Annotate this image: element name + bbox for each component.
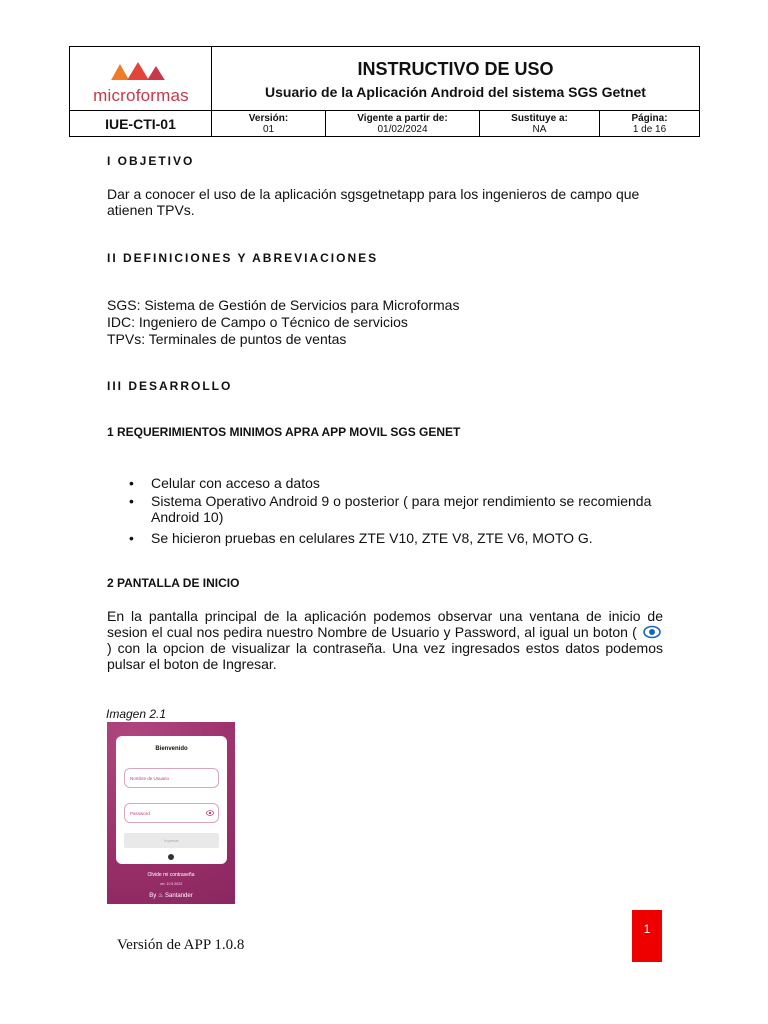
version-value: 01 — [262, 124, 275, 135]
list-item-text: Celular con acceso a datos — [151, 475, 320, 491]
definition-tpvs: TPVs: Terminales de puntos de ventas — [107, 331, 347, 347]
pantalla-inicio-paragraph — [107, 608, 663, 672]
objetivo-paragraph: Dar a conocer el uso de la aplicación sgsgetnetapp para los ingenieros de campo que atienen TPVs. — [107, 186, 640, 218]
figure-caption: Imagen 2.1 — [106, 707, 167, 721]
help-icon — [168, 854, 174, 860]
brand-line: By ♨ Santander — [149, 893, 193, 899]
forgot-password-link: Olvide mi contraseña — [147, 872, 195, 878]
vigente-value: 01/02/2024 — [377, 124, 428, 135]
document-code: IUE-CTI-01 — [70, 111, 212, 136]
vigente-label: Vigente a partir de: — [357, 113, 448, 124]
sustituye-value: NA — [532, 124, 547, 135]
pagina-label: Página: — [631, 113, 668, 124]
list-item — [127, 493, 663, 525]
login-card — [116, 736, 227, 864]
document-title: INSTRUCTIVO DE USO — [357, 59, 554, 79]
document-subtitle: Usuario de la Aplicación Android del sistema SGS Getnet — [265, 84, 646, 100]
app-version-footer: Versión de APP 1.0.8 — [117, 937, 245, 953]
section-definiciones-title: II DEFINICIONES Y ABREVIACIONES — [107, 251, 379, 265]
list-item-text: Sistema Operativo Android 9 o posterior ( para mejor rendimiento se recomienda Android 10) — [151, 493, 652, 525]
eye-icon — [643, 625, 661, 639]
bullet-icon: • — [129, 475, 134, 491]
title-cell — [212, 47, 699, 111]
username-field: Nombre de Usuario — [124, 768, 219, 788]
eye-icon — [206, 810, 214, 816]
pantalla-inicio-title: 2 PANTALLA DE INICIO — [107, 576, 240, 590]
section-objetivo-title: I OBJETIVO — [107, 154, 195, 168]
vigente-cell — [326, 111, 480, 136]
requerimientos-title: 1 REQUERIMIENTOS MINIMOS APRA APP MOVIL SGS GENET — [107, 425, 461, 439]
login-card-title: Bienvenido — [155, 746, 188, 752]
sustituye-label: Sustituye a: — [511, 113, 568, 124]
pagina-value: 1 de 16 — [632, 124, 667, 135]
logo-cell — [70, 47, 212, 111]
definition-sgs: SGS: Sistema de Gestión de Servicios para Microformas — [107, 297, 460, 313]
version-label: Versión: — [248, 113, 289, 124]
pagina-cell — [600, 111, 699, 136]
page-number-badge: 1 — [632, 910, 662, 962]
list-item-text: Se hicieron pruebas en celulares ZTE V10, ZTE V8, ZTE V6, MOTO G. — [151, 530, 593, 546]
version-cell — [212, 111, 326, 136]
ingresar-button: Ingresar — [124, 833, 219, 848]
password-field — [124, 803, 219, 823]
app-login-screenshot — [107, 722, 235, 904]
bullet-icon: • — [129, 493, 134, 509]
bullet-icon: • — [129, 530, 134, 546]
definition-idc: IDC: Ingeniero de Campo o Técnico de servicios — [107, 314, 408, 330]
section-desarrollo-title: III DESARROLLO — [107, 379, 233, 393]
list-item — [127, 475, 663, 491]
microformas-logo-icon — [108, 60, 174, 84]
app-version-tiny: ver. 10 8 2023 — [159, 882, 183, 886]
paragraph-text-b: ) con la opcion de visualizar la contraseña. Una vez ingresados estos datos podemos pulsar el boton de Ingresar. — [107, 640, 663, 672]
logo-text: microformas — [93, 86, 189, 105]
document-header-table — [69, 46, 700, 137]
sustituye-cell — [480, 111, 600, 136]
password-placeholder: Password — [130, 811, 150, 816]
paragraph-text-a: En la pantalla principal de la aplicación podemos observar una ventana de inicio de sesion el cual nos pedira nuestro Nombre de Usuario y Password, al igual un boton ( — [107, 608, 663, 640]
list-item — [127, 530, 663, 546]
